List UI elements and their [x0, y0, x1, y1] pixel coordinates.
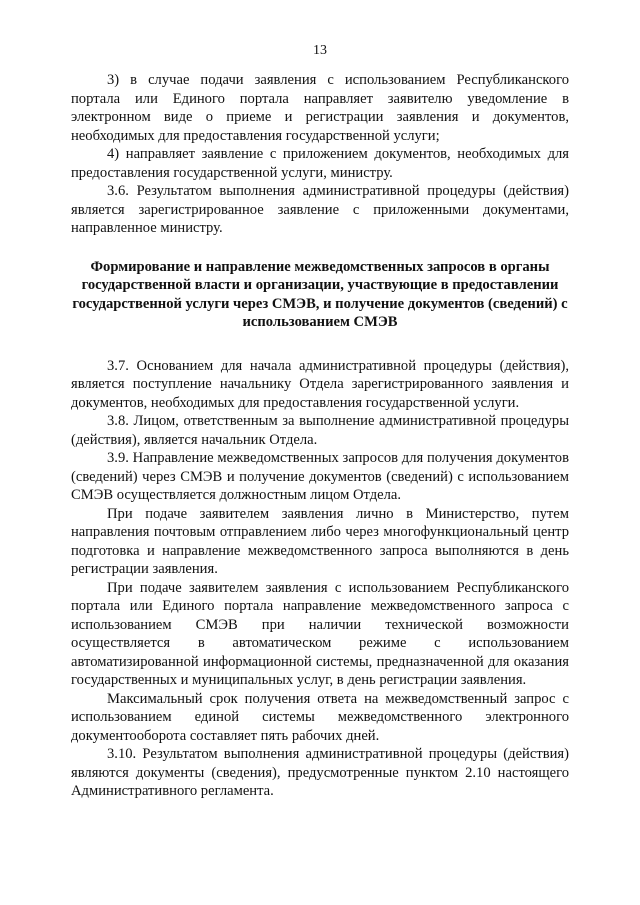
paragraph-in-person-submission: При подаче заявителем заявления лично в Министерство, путем направления почтовым отправлением либо через многофункциональный центр подготовка и направление межведомственного запроса выполняются в день регистрации заявления.	[71, 505, 569, 577]
document-body	[71, 71, 569, 801]
page-number: 13	[313, 43, 327, 58]
paragraph-3-7: 3.7. Основанием для начала административной процедуры (действия), является поступление начальнику Отдела зарегистрированного заявления и документов, необходимых для предоставления государственной услуги.	[71, 357, 569, 411]
paragraph-item-4: 4) направляет заявление с приложением документов, необходимых для предоставления государственной услуги, министру.	[71, 146, 569, 181]
paragraph-item-3: 3) в случае подачи заявления с использованием Республиканского портала или Единого портала направляет заявителю уведомление в электронном виде о приеме и регистрации заявления и документов, необходимых для предоставления государственной услуги;	[71, 72, 569, 144]
paragraph-3-9: 3.9. Направление межведомственных запросов для получения документов (сведений) через СМЭВ и получение документов (сведений) с использованием СМЭВ осуществляется должностным лицом Отдела.	[71, 450, 569, 503]
section-heading: Формирование и направление межведомственных запросов в органы государственной власти и организации, участвующие в предоставлении государственной услуги через СМЭВ, и получение документов (сведений) с использованием СМЭВ	[72, 258, 568, 330]
paragraph-3-8: 3.8. Лицом, ответственным за выполнение административной процедуры (действия), является начальник Отдела.	[71, 413, 569, 448]
paragraph-portal-submission: При подаче заявителем заявления с использованием Республиканского портала или Единого портала направление межведомственного запроса с использованием СМЭВ при наличии технической возможности осуществляется в автоматическом режиме с использованием автоматизированной информационной системы, предназначенной для оказания государственных и муниципальных услуг, в день регистрации заявления.	[71, 579, 569, 688]
paragraph-max-response-time: Максимальный срок получения ответа на межведомственный запрос с использованием единой системы межведомственного электронного документооборота составляет пять рабочих дней.	[71, 690, 569, 744]
paragraph-3-6: 3.6. Результатом выполнения административной процедуры (действия) является зарегистрированное заявление с приложенными документами, направленное министру.	[71, 183, 569, 236]
paragraph-3-10: 3.10. Результатом выполнения административной процедуры (действия) являются документы (сведения), предусмотренные пунктом 2.10 настоящего Административного регламента.	[71, 746, 569, 799]
